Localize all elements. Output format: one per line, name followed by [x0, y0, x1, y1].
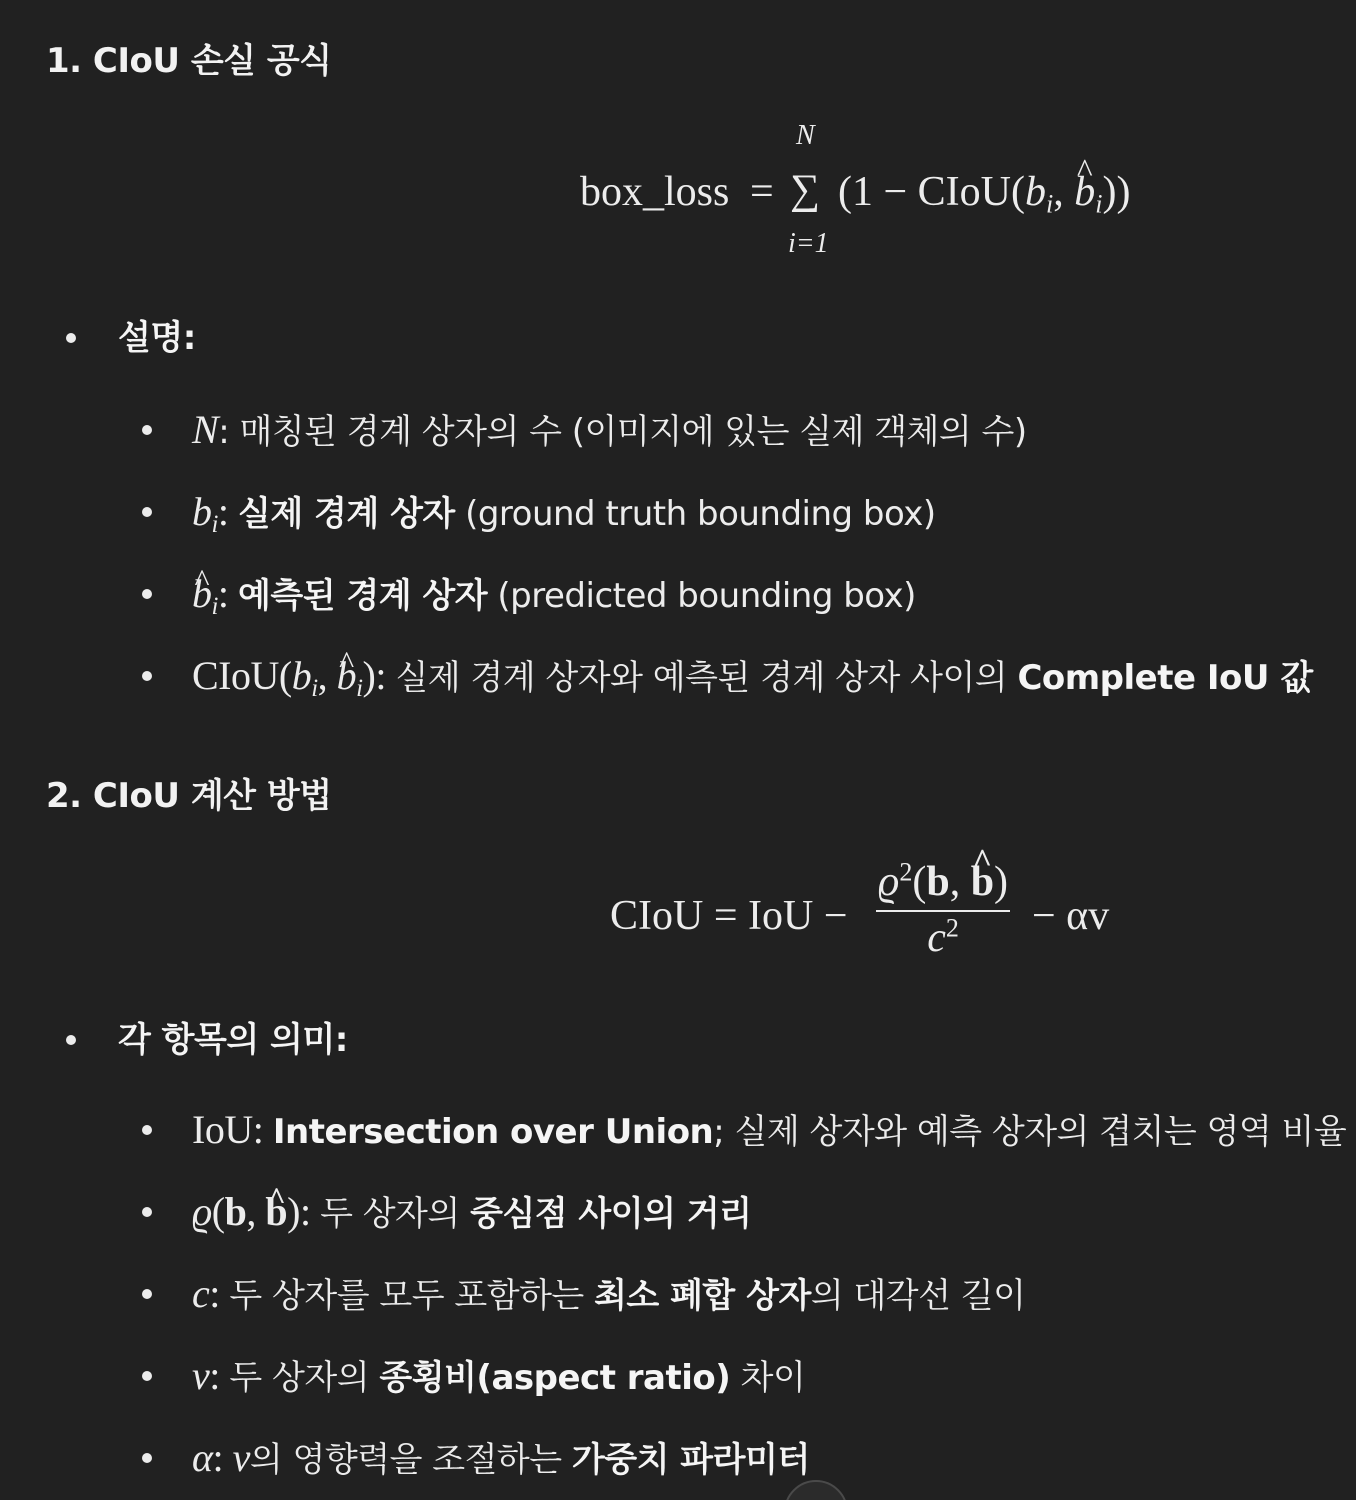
item-text: 두 상자를 모두 포함하는 [229, 1276, 595, 1316]
item-bold-text: 가중치 파라미터 [571, 1440, 810, 1480]
symbol-c: c [192, 1271, 210, 1316]
bullet-icon [66, 333, 76, 343]
symbol-n: N [192, 407, 219, 452]
formula-lhs: box_loss [580, 169, 730, 215]
sum-upper-limit: N [796, 120, 815, 151]
bullet-icon [142, 507, 152, 517]
item-bold-text: Complete IoU 값 [1017, 658, 1313, 698]
bullet-icon [142, 1371, 152, 1381]
formula-body: ($1 - CIoU(b_i$, ^ $b_i$)) [838, 168, 1130, 216]
item-bold-text: Intersection over Union [272, 1112, 714, 1152]
section2-heading: 2. CIoU 계산 방법 [46, 776, 332, 816]
item-text: : 매칭된 경계 상자의 수 (이미지에 있는 실제 객체의 수) [218, 412, 1027, 452]
symbol-v: v [192, 1353, 210, 1398]
symbol-alpha: α [192, 1435, 213, 1480]
item-text-tail: 차이 [730, 1358, 806, 1398]
symbol-b-i: $b_i$ [192, 489, 218, 538]
sum-lower-limit: i=1 [788, 228, 829, 259]
scroll-down-button[interactable] [784, 1480, 848, 1500]
bullet-icon [142, 425, 152, 435]
meaning-label: 각 항목의 의미: [118, 1020, 348, 1060]
fraction-denominator: $c^2$ [927, 913, 959, 961]
symbol-v-inline: v [232, 1435, 250, 1480]
ciou-formula [610, 858, 1170, 978]
ciou-lhs: CIoU = IoU − [610, 893, 848, 939]
item-text: ; 실제 상자와 예측 상자의 겹치는 영역 비율 [713, 1112, 1347, 1152]
item-text: 의 영향력을 조절하는 [249, 1440, 572, 1480]
fraction-numerator: $ϱ^2(b$, ^ b) [876, 858, 1010, 912]
item-bold-text: 예측된 경계 상자 [238, 576, 488, 616]
item-text: 두 상자의 [229, 1358, 380, 1398]
explain-label: 설명: [118, 318, 196, 358]
bullet-icon [142, 671, 152, 681]
bullet-icon [142, 1289, 152, 1299]
bullet-icon [142, 589, 152, 599]
item-text-tail: 의 대각선 길이 [810, 1276, 1026, 1316]
symbol-rho: ϱ(b, ^ b): [192, 1189, 320, 1234]
item-text: 두 상자의 [320, 1194, 471, 1234]
sum-symbol-icon: ∑ [790, 167, 820, 213]
bullet-icon [142, 1207, 152, 1217]
symbol-ciou: $CIoU(b_i$, ^ $b_i$): [192, 653, 395, 698]
ciou-fraction [876, 858, 1010, 962]
item-text: 실제 경계 상자와 예측된 경계 상자 사이의 [395, 658, 1018, 698]
bullet-icon [66, 1035, 76, 1045]
item-text: (ground truth bounding box) [454, 494, 936, 534]
ciou-tail: − αv [1032, 893, 1110, 939]
item-bold-text: 종횡비(aspect ratio) [379, 1358, 731, 1398]
bullet-icon [142, 1125, 152, 1135]
item-bold-text: 실제 경계 상자 [238, 494, 455, 534]
formula-eq: = [750, 169, 774, 215]
bullet-icon [142, 1453, 152, 1463]
item-bold-text: 중심점 사이의 거리 [470, 1194, 752, 1234]
item-text: (predicted bounding box) [487, 576, 916, 616]
section1-heading: 1. CIoU 손실 공식 [46, 41, 332, 81]
symbol-iou: IoU [192, 1107, 253, 1152]
box-loss-formula [580, 120, 1180, 270]
symbol-b-hat-i: ^ $b_i$ [192, 571, 218, 616]
item-bold-text: 최소 폐합 상자 [594, 1276, 811, 1316]
